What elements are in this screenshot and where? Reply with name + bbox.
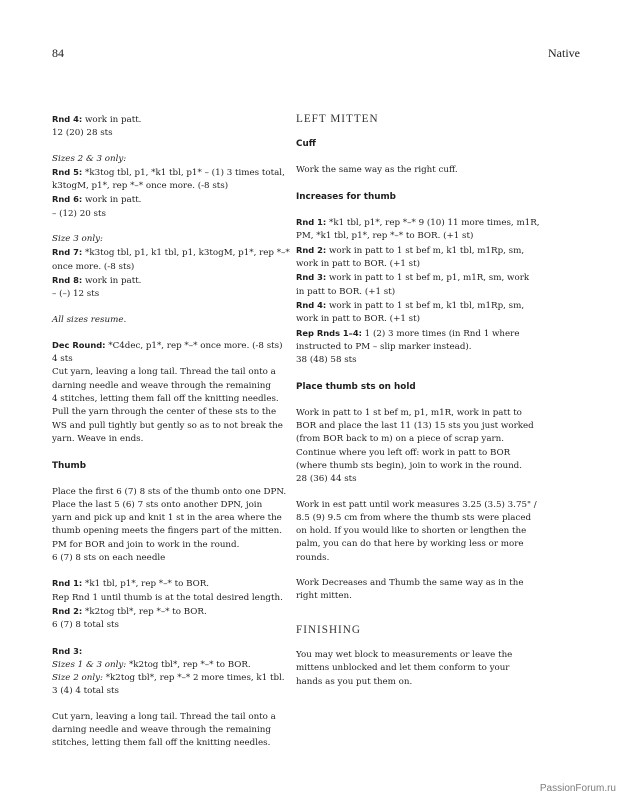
paragraph-line: yarn. Weave in ends. xyxy=(52,433,144,444)
stitch-count: 12 (20) 28 sts xyxy=(52,128,113,139)
thumb-heading: Thumb xyxy=(52,461,86,472)
left-mitten-heading: LEFT MITTEN xyxy=(296,113,379,125)
stitch-count: 3 (4) 4 total sts xyxy=(52,686,119,697)
stitch-count: – (–) 12 sts xyxy=(52,289,100,300)
paragraph-line: 8.5 (9) 9.5 cm from where the thumb sts were placed xyxy=(296,512,532,523)
stitch-count: 38 (48) 58 sts xyxy=(296,355,357,366)
instruction-thumb-rnd3: Rnd 3: xyxy=(52,645,83,656)
paragraph-line: palm, you can do that here by working less or more xyxy=(296,539,524,550)
paragraph-line: Continue where you left off: work in patt to BOR xyxy=(296,447,511,458)
paragraph-line: darning needle and weave through the remaining xyxy=(52,380,271,391)
paragraph-line: right mitten. xyxy=(296,591,352,602)
instruction-thumb-rnd3-size2: Size 2 only: *k2tog tbl*, rep *–* 2 more times, k1 tbl. xyxy=(52,673,285,684)
paragraph-line: You may wet block to measurements or leave the xyxy=(296,649,513,660)
instruction-rnd6: Rnd 6: work in patt. xyxy=(52,194,142,206)
paragraph-line: Place the first 6 (7) 8 sts of the thumb onto one DPN. xyxy=(52,486,287,497)
stitch-count: – (12) 20 sts xyxy=(52,208,106,219)
paragraph-line: Cut yarn, leaving a long tail. Thread the tail onto a xyxy=(52,367,276,378)
paragraph-line: Work Decreases and Thumb the same way as in the xyxy=(296,578,524,589)
instruction-inc-rnd3-cont: in patt to BOR. (+1 st) xyxy=(296,286,396,297)
paragraph-line: Work the same way as the right cuff. xyxy=(296,164,458,175)
instruction-rnd7-cont: once more. (-8 sts) xyxy=(52,261,135,272)
left-column xyxy=(52,113,290,751)
stitch-count: 6 (7) 8 sts on each needle xyxy=(52,553,166,564)
instruction-thumb-rnd1: Rnd 1: *k1 tbl, p1*, rep *–* to BOR. xyxy=(52,578,210,590)
instruction-thumb-rnd2: Rnd 2: *k2tog tbl*, rep *–* to BOR. xyxy=(52,605,207,617)
paragraph-line: hands as you put them on. xyxy=(296,676,413,687)
instruction-thumb-rnd3-sizes13: Sizes 1 & 3 only: *k2tog tbl*, rep *–* to BOR. xyxy=(52,659,251,670)
paragraph-line: Work in patt to 1 st bef m, p1, m1R, work in patt to xyxy=(296,407,522,418)
instruction-inc-rnd1: Rnd 1: *k1 tbl, p1*, rep *–* 9 (10) 11 more times, m1R, xyxy=(296,217,540,229)
paragraph-line: mittens unblocked and let them conform to your xyxy=(296,663,510,674)
instruction-rnd5-cont: k3togM, p1*, rep *–* once more. (-8 sts) xyxy=(52,181,229,192)
instruction-inc-rnd2-cont: work in patt to BOR. (+1 st) xyxy=(296,259,420,270)
paragraph-line: thumb opening meets the fingers part of the mitten. xyxy=(52,526,282,537)
watermark: PassionForum.ru xyxy=(539,783,616,794)
size-note: Size 3 only: xyxy=(52,234,103,245)
instruction-rnd8: Rnd 8: work in patt. xyxy=(52,274,142,286)
paragraph-line: on hold. If you would like to shorten or lengthen the xyxy=(296,526,527,537)
instruction-rnd4: Rnd 4: work in patt. xyxy=(52,114,142,125)
paragraph-line: stitches, letting them fall off the knitting needles. xyxy=(52,738,271,749)
paragraph-line: (from BOR back to m) on a piece of scrap yarn. xyxy=(296,434,505,445)
instruction-inc-rnd4-cont: work in patt to BOR. (+1 st) xyxy=(296,314,420,325)
instruction-inc-rnd3: Rnd 3: work in patt to 1 st bef m, p1, m1R, sm, work xyxy=(296,272,530,284)
instruction-rnd7: Rnd 7: *k3tog tbl, p1, k1 tbl, p1, k3togM, p1*, rep *–* xyxy=(52,247,290,259)
cuff-heading: Cuff xyxy=(296,139,316,150)
paragraph-line: Pull the yarn through the center of these sts to the xyxy=(52,407,277,418)
paragraph-line: yarn and pick up and knit 1 st in the area where the xyxy=(52,513,282,524)
stitch-count: 6 (7) 8 total sts xyxy=(52,620,119,631)
instruction-dec-round: Dec Round: *C4dec, p1*, rep *–* once more. (-8 sts) xyxy=(52,339,283,351)
stitch-count: 28 (36) 44 sts xyxy=(296,474,357,485)
stitch-count: 4 sts xyxy=(52,354,73,365)
running-header-title: Native xyxy=(548,46,580,60)
paragraph-line: PM for BOR and join to work in the round. xyxy=(52,539,240,550)
paragraph-line: Cut yarn, leaving a long tail. Thread the tail onto a xyxy=(52,711,276,722)
paragraph-line: BOR and place the last 11 (13) 15 sts you just worked xyxy=(296,421,534,432)
size-note: All sizes resume. xyxy=(52,314,127,325)
paragraph-line: darning needle and weave through the remaining xyxy=(52,724,271,735)
place-thumb-heading: Place thumb sts on hold xyxy=(296,382,416,393)
increases-heading: Increases for thumb xyxy=(296,191,396,202)
instruction-inc-rnd2: Rnd 2: work in patt to 1 st bef m, k1 tbl, m1Rp, sm, xyxy=(296,244,525,256)
instruction-rep-rnds: Rep Rnds 1–4: 1 (2) 3 more times (in Rnd 1 where xyxy=(296,327,520,339)
instruction-rnd5: Rnd 5: *k3tog tbl, p1, *k1 tbl, p1* – (1) 3 times total, xyxy=(52,166,285,178)
instruction-inc-rnd1-cont: PM, *k1 tbl, p1*, rep *–* to BOR. (+1 st) xyxy=(296,231,474,242)
paragraph-line: Work in est patt until work measures 3.25 (3.5) 3.75" / xyxy=(296,499,537,510)
paragraph-line: (where thumb sts begin), join to work in the round. xyxy=(296,460,522,471)
page-number: 84 xyxy=(52,46,64,60)
paragraph-line: Place the last 5 (6) 7 sts onto another DPN, join xyxy=(52,499,263,510)
paragraph-line: 4 stitches, letting them fall off the knitting needles. xyxy=(52,394,279,405)
paragraph-line: rounds. xyxy=(296,552,330,563)
paragraph-line: WS and pull tightly but gently so as to not break the xyxy=(52,420,283,431)
instruction-rep-rnds-cont: instructed to PM – slip marker instead). xyxy=(296,341,472,352)
finishing-heading: FINISHING xyxy=(296,623,361,636)
instruction-inc-rnd4: Rnd 4: work in patt to 1 st bef m, k1 tbl, m1Rp, sm, xyxy=(296,299,525,311)
instruction-repeat: Rep Rnd 1 until thumb is at the total desired length. xyxy=(52,592,283,603)
size-note: Sizes 2 & 3 only: xyxy=(52,153,127,164)
right-column xyxy=(296,113,540,689)
